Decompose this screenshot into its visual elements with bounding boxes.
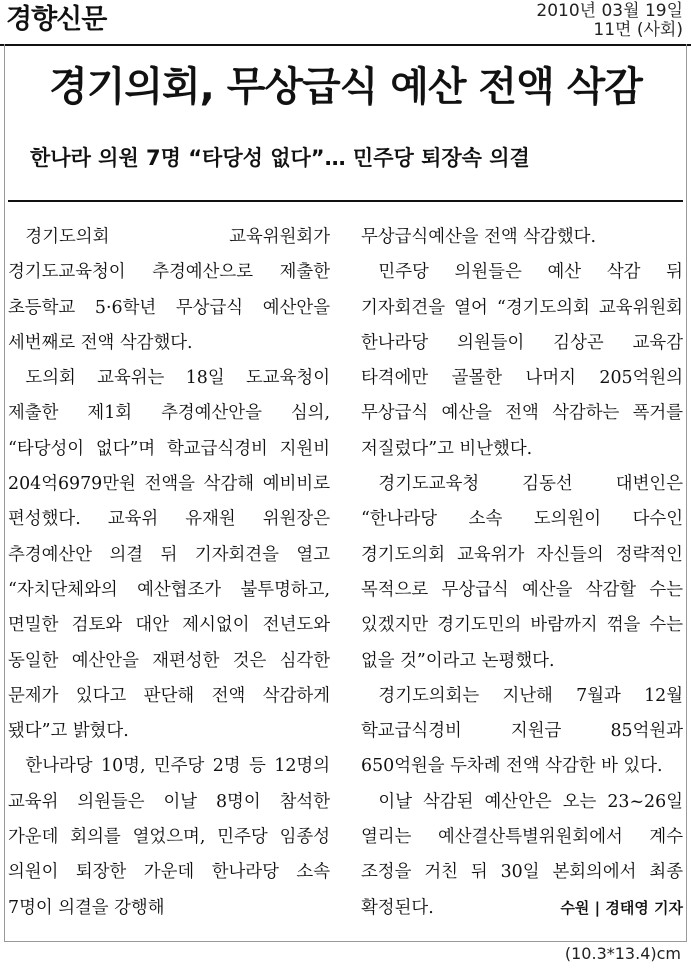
subheadline: 한나라 의원 7명 “타당성 없다”… 민주당 퇴장속 의결 (30, 146, 530, 170)
byline: 수원 | 경태영 기자 (560, 898, 683, 917)
headline: 경기의회, 무상급식 예산 전액 삭감 (49, 64, 642, 110)
paragraph: 한나라당 10명, 민주당 2명 등 12명의 교육위 의원들은 이날 8명이 참석한 가운데 회의를 열었으며, 민주당 임종성 의원이 퇴장한 가운데 한나라당 소속 7명이 의결을 강행해 (8, 756, 330, 918)
paragraph: 경기도의회 교육위원회가 경기도교육청이 추경예산으로 제출한 초등학교 5·6학년 무상급식 예산안을 세번째로 전액 삭감했다. (8, 227, 330, 353)
paragraph: 도의회 교육위는 18일 도교육청이 제출한 제1회 추경예산안을 심의, “타당성이 없다”며 학교급식경비 지원비 204억6979만원 전액을 삭감해 예비비로 편성했다. 교육위 유재원 위원장은 추경예산안 의결 뒤 기자회견을 열고 “자치단체와의 예산협조가 불투명하고, 면밀한 검토와 대안 제시없이 전년도와 동일한 예산안을 재편성한 것은 심각한 문제가 있다고 판단해 전액 삭감하게 됐다”고 밝혔다. (8, 368, 330, 742)
right-column (361, 220, 683, 926)
publication-date: 2010년 03월 19일 (536, 1, 683, 21)
paragraph-continuation: 무상급식예산을 전액 삭감했다. (361, 227, 596, 247)
paragraph: 경기도교육청 김동선 대변인은 “한나라당 소속 도의원이 다수인 경기도의회 교육위가 자신들의 정략적인 목적으로 무상급식 예산을 삭감할 수는 있겠지만 경기도민의 바람까지 꺾을 수는 없을 것”이라고 논평했다. (361, 474, 683, 671)
newspaper-name: 경향신문 (6, 4, 107, 35)
paragraph (361, 785, 683, 926)
paragraph-text: 이날 삭감된 예산안은 오는 23~26일 열리는 예산결산특별위원회에서 계수 조정을 거친 뒤 30일 본회의에서 최종 확정된다. (361, 791, 683, 918)
top-rule (0, 44, 691, 46)
body-divider (8, 200, 683, 202)
page-section: 11면 (사회) (593, 20, 683, 40)
paragraph: 경기도의회는 지난해 7월과 12월 학교급식경비 지원금 85억원과 650억원을 두차례 전액 삭감한 바 있다. (361, 685, 683, 777)
left-column (8, 220, 330, 926)
clipping-size-note: (10.3*13.4)cm (564, 944, 681, 963)
paragraph: 민주당 의원들은 예산 삭감 뒤 기자회견을 열어 “경기도의회 교육위원회 한나라당 의원들이 김상곤 교육감 타격에만 골몰한 나머지 205억원의 무상급식 예산을 전액 삭감하는 폭거를 저질렀다”고 비난했다. (361, 262, 683, 459)
publication-meta (536, 2, 683, 40)
